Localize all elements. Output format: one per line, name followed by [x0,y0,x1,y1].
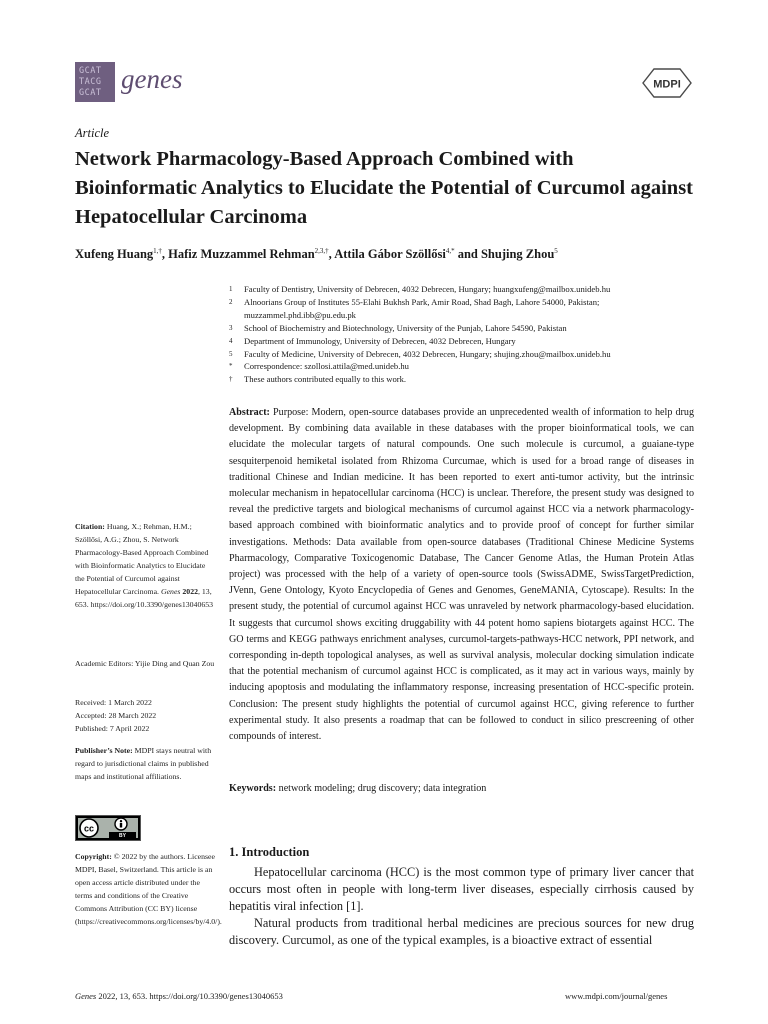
affiliation-item [229,373,699,386]
article-type: Article [75,126,110,140]
affiliation-item [229,296,699,322]
affiliation-text: Faculty of Medicine, University of Debrecen, 4032 Debrecen, Hungary; shujing.zhou@mailbox.unideb.hu [244,348,611,359]
affiliation-text: Correspondence: szollosi.attila@med.unideb.hu [244,361,409,372]
keywords [229,783,694,794]
publisher-note [75,744,215,783]
academic-editors: Academic Editors: Yijie Ding and Quan Zou [75,659,215,668]
journal-name: genes [121,64,183,94]
affiliation-item [229,335,699,348]
intro-paragraph: Hepatocellular carcinoma (HCC) is the most common type of primary liver cancer that occurs most often in people with long-term liver diseases, especially cirrhosis caused by hepatitis viral infection [1]. [229,865,694,913]
citation-rest: , 13, 653. https://doi.org/10.3390/genes13040653 [75,587,214,609]
logo-text-2: TACG [79,77,102,87]
journal-logo [75,62,115,102]
affiliation-marker: † [229,375,233,384]
affiliations [229,283,699,386]
logo-text-3: GCAT [79,88,102,98]
author-affiliation-sup: 4,* [445,247,455,255]
article-title: Network Pharmacology-Based Approach Combined with Bioinformatic Analytics to Elucidate the Potential of Curcumol against Hepatocellular Carcinoma [75,148,694,228]
author-separator: , [161,247,169,262]
citation-block [75,520,215,611]
publisher-note-label: Publisher’s Note: [75,746,133,755]
received-date: Received: 1 March 2022 [75,698,152,707]
author-name: Xufeng Huang [75,247,154,262]
author-list [75,247,558,262]
citation-text: Huang, X.; Rehman, H.M.; Szöllősi, A.G.; Zhou, S. Network Pharmacology-Based Approach Combined with Bioinformatic Analytics to Elucidate the Potential of Curcumol against Hepatocellular Carcinoma. [75,522,209,596]
affiliation-item [229,360,699,373]
copyright-text: © 2022 by the authors. Licensee MDPI, Basel, Switzerland. This article is an open access article distributed under the terms and conditions of the Creative Commons Attribution (CC BY) license (https://creativecommons.org/licenses/by/4.0/). [75,852,222,926]
affiliation-marker: 3 [229,323,233,332]
accepted-date: Accepted: 28 March 2022 [75,711,157,720]
affiliation-item [229,283,699,296]
affiliation-text: Department of Immunology, University of Debrecen, 4032 Debrecen, Hungary [244,335,516,346]
affiliation-text: Faculty of Dentistry, University of Debrecen, 4032 Debrecen, Hungary; huangxufeng@mailbox.unideb.hu [244,284,611,294]
copyright-block [75,850,222,928]
published-date: Published: 7 April 2022 [75,724,150,733]
author-affiliation-sup: 1,† [153,247,162,255]
svg-text:BY: BY [119,833,126,839]
publisher-note-text: MDPI stays neutral with regard to jurisdictional claims in published maps and institutional affiliations. [75,746,212,781]
abstract-label: Abstract: [229,407,270,418]
affiliation-item [229,348,699,361]
footer-journal-url[interactable]: www.mdpi.com/journal/genes [565,991,668,1001]
cc-icon: cc [83,823,95,834]
author-affiliation-sup: 5 [554,247,558,255]
section-heading-introduction: 1. Introduction [229,845,310,859]
abstract-text: Purpose: Modern, open-source databases provide an unprecedented wealth of information to help drug development. By combining data available in these databases with the proper bioinformatical tools, we can elucidate the molecular targets of natural compounds. One such molecule is curcumol, a guaiane-type sesquiterpenoid hemiketal isolated from Rhizoma Curcumae, which is used for a broad range of diseases in traditional Chinese and Indian medicine. It has been reported to exert anti-tumor activity, but the intrinsic molecular mechanism in hepatocellular carcinoma (HCC) is unclear. Therefore, the present study was designed to reveal the predictive targets and biological mechanisms of curcumol against HCC via a network pharmacology-based approach combined with bioinformatic analytics and to provide proof of concept for further similar investigations. Methods: Data available from open-source databases (Traditional Chinese Medicine Systems Pharmacology, Comparative Toxicogenomic Database, The Cancer Genome Atlas, the Human Protein Atlas project) was processed with the help of a variety of open-source tools (SwissADME, SwissTargetPrediction, JVenn, Gene Ontology, Kyoto Encyclopedia of Genes and Genomes, GeneMANIA, Cytoscape). Results: In the present study, the potential of curcumol against HCC was unraveled by network pharmacology-based elucidation. It suggests that curcumol shows exciting druggability with 44 potent homo sapiens biotargets against HCC. The GO terms and KEGG pathways enrichment analyses, curcumol-targets-pathways-HCC network, PPI network, and corresponding in-depth topological analyses, as well as survival analysis, molecular docking simulation indicate that the potential mechanism of curcumol against HCC is complicated, as it may act in various ways, mainly by inducing apoptosis and modulating the inflammatory response, increasing presentation of HCC-specific protein. Conclusion: The present study highlights the potential of curcumol against HCC, giving reference to further experimental study. It also presents a roadmap that can be followed to conduct in silico prescreening of other compounds of interest. [229,407,694,743]
footer-journal: Genes [75,991,97,1001]
introduction-body [229,864,694,949]
author-name: Attila Gábor Szöllősi [334,247,446,262]
mdpi-logo-text: MDPI [653,78,681,91]
citation-year: 2022 [182,587,198,596]
affiliation-marker: 5 [229,349,233,358]
footer-citation [75,991,283,1001]
intro-paragraph: Natural products from traditional herbal medicines are precious sources for new drug discovery. Curcumol, as one of the typical examples, is a bioactive extract of essential [229,916,694,947]
author-name: Hafiz Muzzammel Rehman [168,247,315,262]
mdpi-logo [642,68,692,98]
affiliation-marker: 1 [229,285,233,293]
citation-label: Citation: [75,522,105,531]
affiliation-text: These authors contributed equally to this work. [244,374,407,385]
keywords-text: network modeling; drug discovery; data integration [278,783,487,794]
affiliation-text: School of Biochemistry and Biotechnology, University of the Punjab, Lahore 54590, Pakistan [244,322,567,333]
author-separator: , [328,247,335,262]
affiliation-marker: 4 [229,336,233,345]
footer-citation-text: 2022, 13, 653. https://doi.org/10.3390/genes13040653 [98,991,283,1001]
affiliation-item [229,322,699,335]
cc-by-license-badge[interactable] [75,815,141,841]
abstract [229,405,694,745]
author-affiliation-sup: 2,3,† [314,247,329,255]
affiliation-marker: 2 [229,297,233,306]
author-name: Shujing Zhou [480,247,555,262]
affiliation-text: Alnoorians Group of Institutes 55-Elahi Bukhsh Park, Amir Road, Shad Bagh, Lahore 54000, Pakistan; muzzammel.phd.ibb@pu.edu.pk [244,296,600,320]
logo-text-1: GCAT [79,66,102,76]
citation-journal: Genes [160,587,181,596]
author-separator: and [454,247,481,262]
person-icon [120,820,122,822]
copyright-label: Copyright: [75,852,112,861]
keywords-label: Keywords: [229,783,277,794]
affiliation-marker: * [229,362,233,371]
